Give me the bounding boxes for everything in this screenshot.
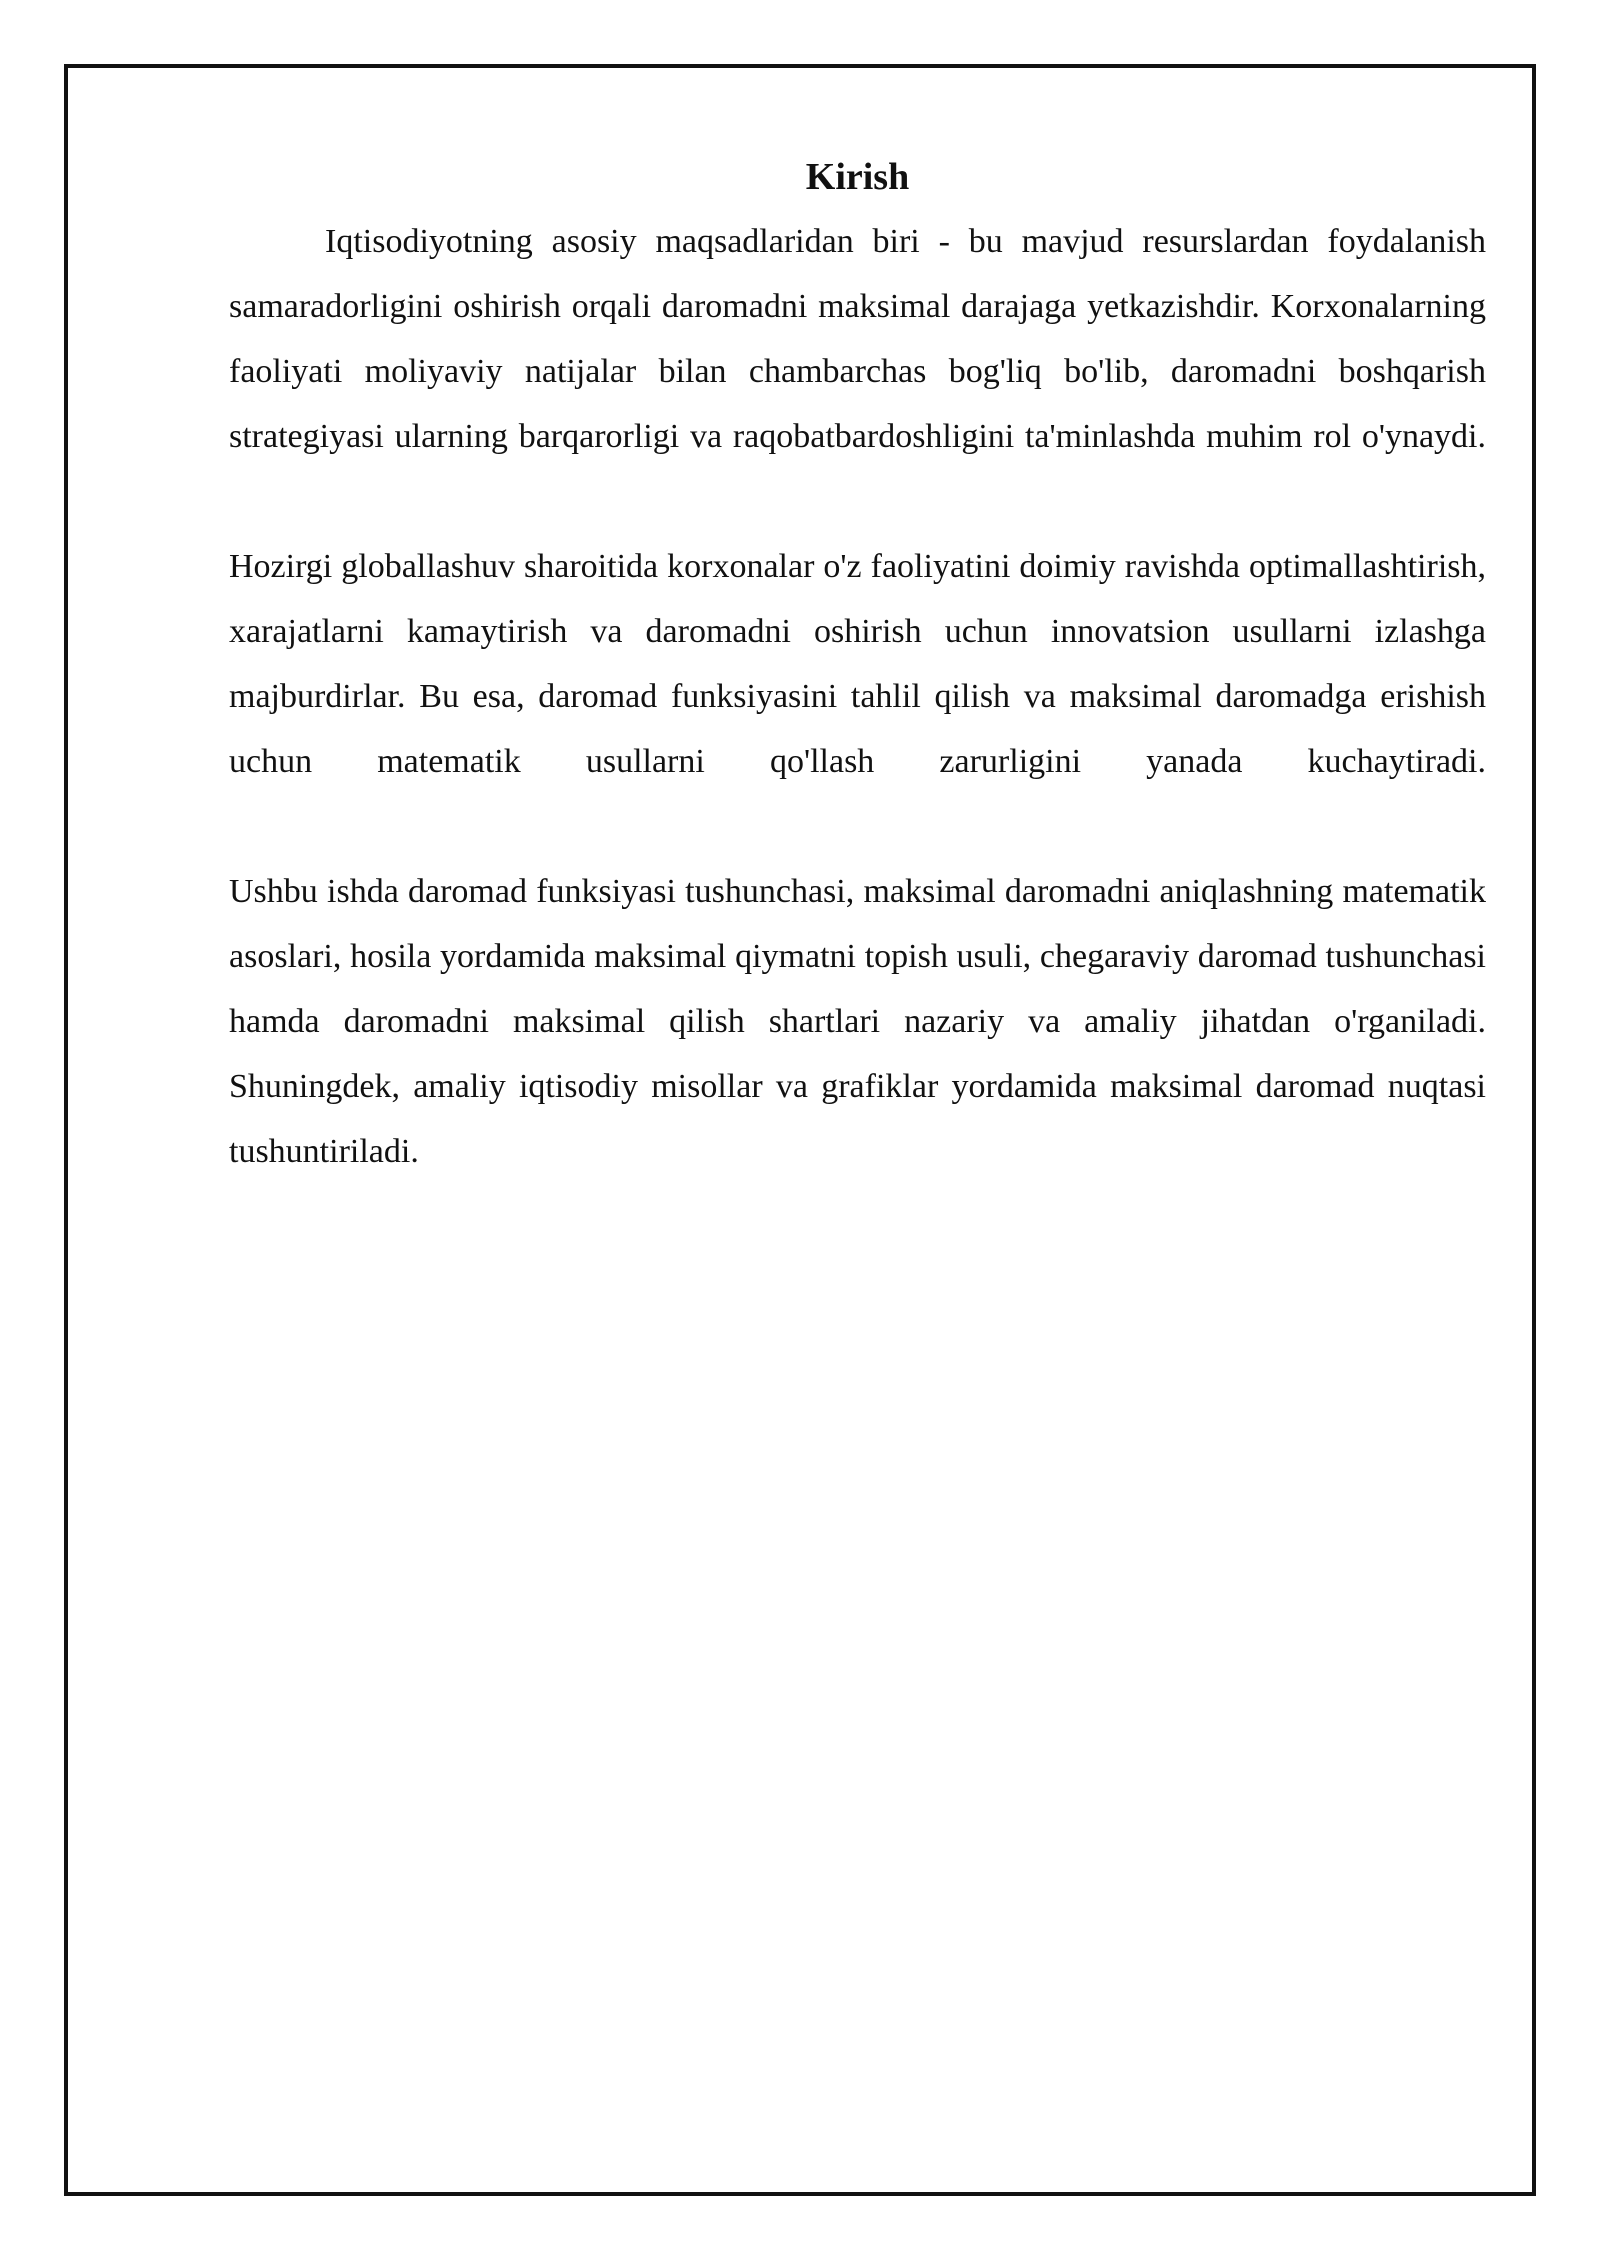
paragraph-intro: Iqtisodiyotning asosiy maqsadlaridan biri - bu mavjud resurslardan foydalanish samaradorligini oshirish orqali daromadni maksimal darajaga yetkazishdir. Korxonalarning faoliyati moliyaviy natijalar bilan chambarchas bog'liq bo'lib, daromadni boshqarish strategiyasi ularning barqarorligi va raqobatbardoshligini ta'minlashda muhim rol o'ynaydi.	[229, 223, 1486, 455]
paragraph-spacer	[229, 794, 1486, 859]
paragraph-scope: Ushbu ishda daromad funksiyasi tushunchasi, maksimal daromadni aniqlashning matematik asoslari, hosila yordamida maksimal qiymatni topish usuli, chegaraviy daromad tushunchasi hamda daromadni maksimal qilish shartlari nazariy va amaliy jihatdan o'rganiladi. Shuningdek, amaliy iqtisodiy misollar va grafiklar yordamida maksimal daromad nuqtasi tushuntiriladi.	[229, 873, 1486, 1170]
document-title: Kirish	[805, 156, 910, 198]
paragraph-globalization: Hozirgi globallashuv sharoitida korxonalar o'z faoliyatini doimiy ravishda optimallashtirish, xarajatlarni kamaytirish va daromadni oshirish uchun innovatsion usullarni izlashga majburdirlar. Bu esa, daromad funksiyasini tahlil qilish va maksimal daromadga erishish uchun matematik usullarni qo'llash zarurligini yanada kuchaytiradi.	[229, 548, 1486, 780]
document-body	[229, 145, 1486, 1184]
paragraph-spacer	[229, 469, 1486, 534]
